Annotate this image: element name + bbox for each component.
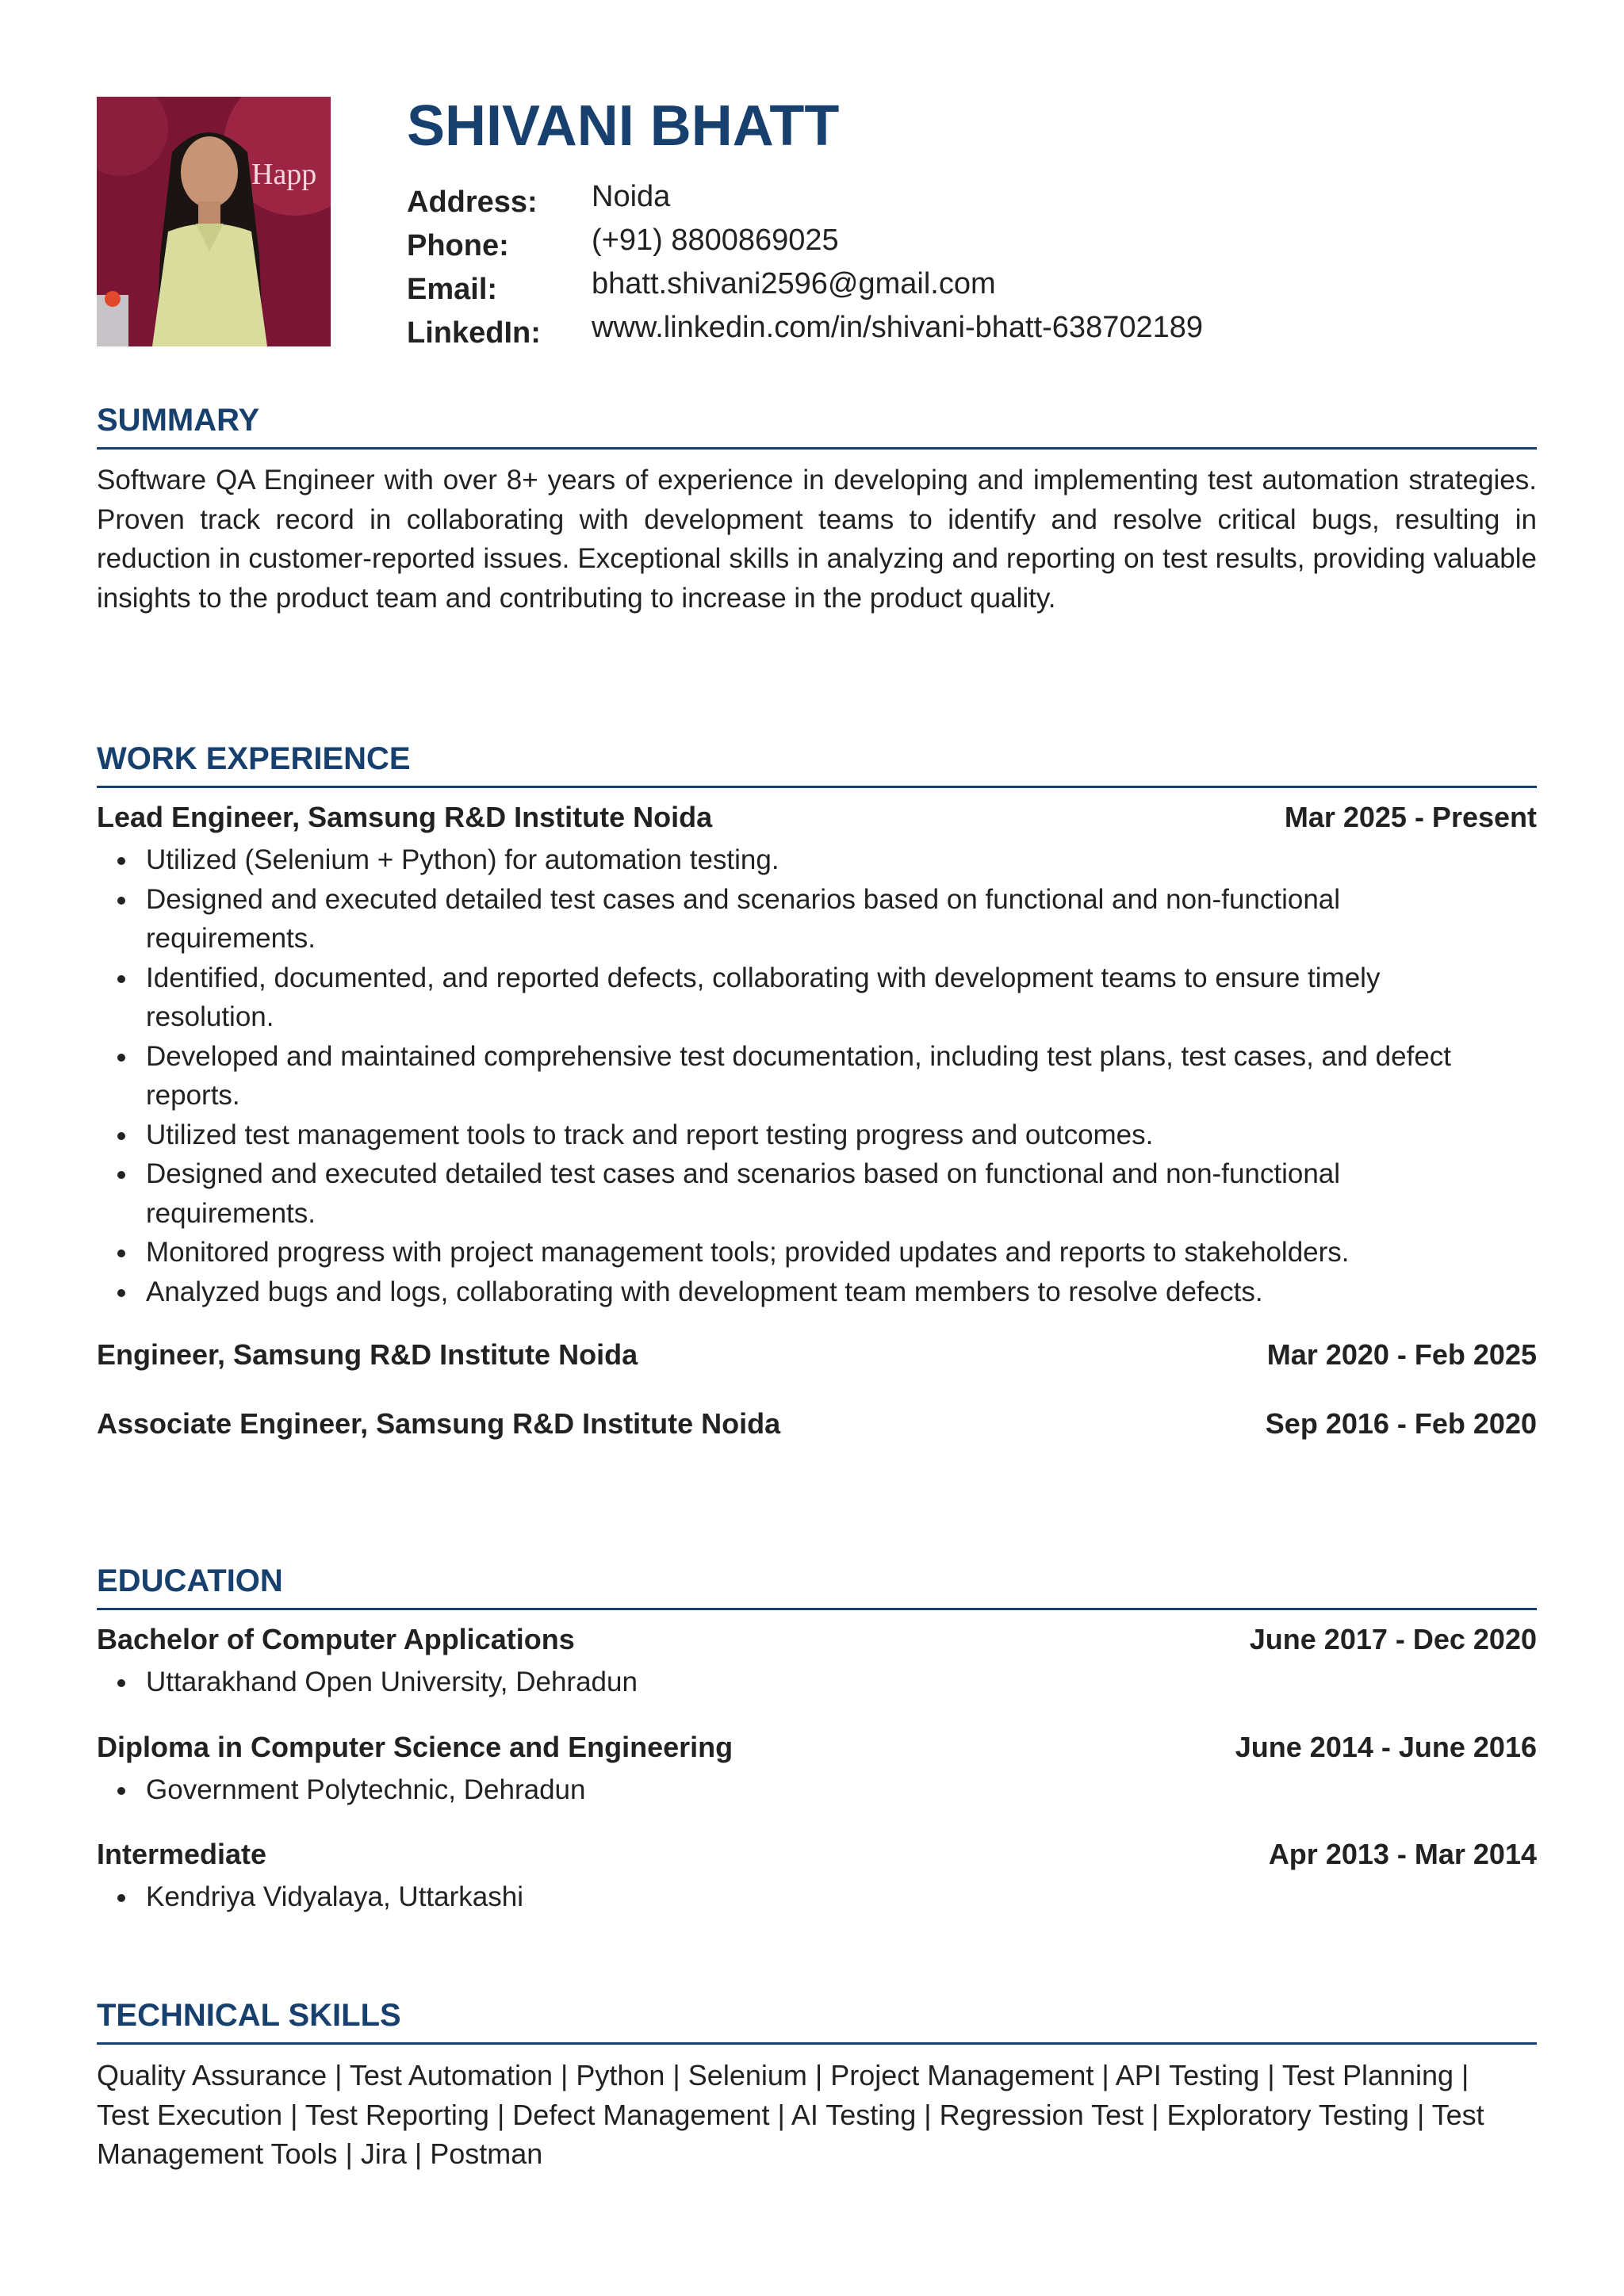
list-item: Monitored progress with project management tools; provided updates and reports to stakeholders. — [146, 1233, 1399, 1272]
job-date: Mar 2025 - Present — [1284, 801, 1537, 833]
list-item: Utilized (Selenium + Python) for automation testing. — [146, 840, 1508, 880]
job-date: Sep 2016 - Feb 2020 — [1265, 1407, 1537, 1440]
contact-address-row — [407, 180, 1517, 228]
list-item: Analyzed bugs and logs, collaborating with development team members to resolve defects. — [146, 1272, 1508, 1312]
section-title: TECHNICAL SKILLS — [97, 1998, 401, 2033]
education-entry — [97, 1838, 1537, 1917]
candidate-name: SHIVANI BHATT — [407, 94, 840, 158]
photo-backdrop-text: Happ — [251, 158, 317, 191]
job-entry — [97, 1407, 1537, 1447]
education-bullets — [97, 1877, 1508, 1917]
contact-label: Email: — [407, 273, 498, 306]
section-title: WORK EXPERIENCE — [97, 741, 411, 776]
work-experience-section — [97, 741, 1537, 1447]
section-divider — [97, 786, 1537, 788]
job-header — [97, 801, 1537, 840]
education-bullets — [97, 1770, 1508, 1810]
summary-section — [97, 403, 1537, 618]
degree-title: Bachelor of Computer Applications — [97, 1623, 575, 1655]
section-divider — [97, 2042, 1537, 2045]
section-title: SUMMARY — [97, 403, 260, 438]
education-entry — [97, 1623, 1537, 1702]
education-header — [97, 1731, 1537, 1770]
list-item: Government Polytechnic, Dehradun — [146, 1770, 1508, 1810]
section-divider — [97, 447, 1537, 450]
job-header — [97, 1407, 1537, 1447]
job-title: Lead Engineer, Samsung R&D Institute Noida — [97, 801, 713, 833]
job-entry — [97, 801, 1537, 1311]
job-title: Engineer, Samsung R&D Institute Noida — [97, 1338, 638, 1371]
education-header — [97, 1838, 1537, 1877]
list-item: Designed and executed detailed test cases and scenarios based on functional and non-functional requirements. — [146, 880, 1415, 959]
profile-photo — [97, 97, 331, 346]
phone-value: (+91) 8800869025 — [592, 224, 839, 257]
section-divider — [97, 1608, 1537, 1610]
job-header — [97, 1338, 1537, 1378]
contact-label: LinkedIn: — [407, 316, 541, 350]
education-date: Apr 2013 - Mar 2014 — [1268, 1838, 1537, 1870]
contact-label: Phone: — [407, 229, 509, 262]
technical-skills-section — [97, 1998, 1537, 2174]
contact-email-row — [407, 267, 1517, 315]
contact-phone-row — [407, 224, 1517, 271]
job-date: Mar 2020 - Feb 2025 — [1266, 1338, 1537, 1371]
job-bullets — [97, 840, 1508, 1311]
contact-label: Address: — [407, 186, 538, 219]
education-header — [97, 1623, 1537, 1663]
job-title: Associate Engineer, Samsung R&D Institute Noida — [97, 1407, 781, 1440]
list-item: Developed and maintained comprehensive test documentation, including test plans, test cases, and defect reports. — [146, 1037, 1486, 1115]
skills-text: Quality Assurance | Test Automation | Python | Selenium | Project Management | API Testing | Test Planning | Test Execution | Test Reporting | Defect Management | AI Testing | Regression Test | Exploratory Testing | Test Management Tools | Jira | Postman — [97, 2059, 1484, 2170]
education-entry — [97, 1731, 1537, 1810]
email-value: bhatt.shivani2596@gmail.com — [592, 267, 996, 300]
list-item: Kendriya Vidyalaya, Uttarkashi — [146, 1877, 1508, 1917]
list-item: Identified, documented, and reported defects, collaborating with development teams to ensure timely resolution. — [146, 959, 1486, 1037]
contact-linkedin-row — [407, 311, 1517, 358]
summary-text: Software QA Engineer with over 8+ years of experience in developing and implementing test automation strategies. Proven track record in collaborating with development teams to identify and resolve critical bugs, resulting in reduction in customer-reported issues. Exceptional skills in analyzing and reporting on test results, providing valuable insights to the product team and contributing to increase in the product quality. — [97, 465, 1537, 614]
degree-title: Diploma in Computer Science and Engineering — [97, 1730, 733, 1763]
degree-title: Intermediate — [97, 1838, 267, 1870]
section-title: EDUCATION — [97, 1563, 283, 1598]
education-date: June 2014 - June 2016 — [1235, 1730, 1537, 1763]
list-item: Designed and executed detailed test cases and scenarios based on functional and non-functional requirements. — [146, 1154, 1415, 1233]
list-item: Uttarakhand Open University, Dehradun — [146, 1663, 1508, 1702]
education-section — [97, 1563, 1537, 1917]
education-date: June 2017 - Dec 2020 — [1249, 1623, 1537, 1655]
address-value: Noida — [592, 180, 671, 213]
linkedin-value: www.linkedin.com/in/shivani-bhatt-638702189 — [592, 311, 1204, 344]
job-entry — [97, 1338, 1537, 1378]
education-bullets — [97, 1663, 1508, 1702]
contact-info — [407, 180, 1517, 358]
list-item: Utilized test management tools to track and report testing progress and outcomes. — [146, 1115, 1508, 1155]
